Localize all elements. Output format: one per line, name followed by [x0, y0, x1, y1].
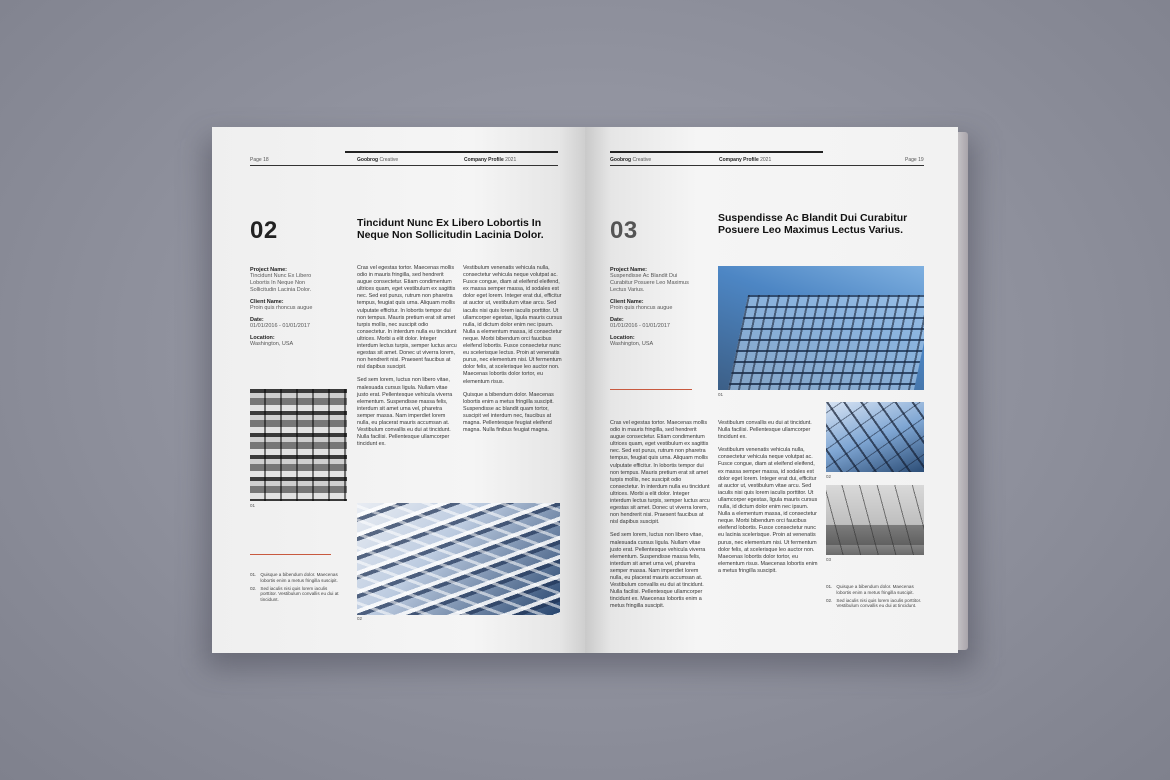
glass-facade-photo — [826, 402, 924, 472]
meta-value: 01/01/2016 - 01/01/2017 — [610, 323, 670, 329]
meta-value: Washington, USA — [610, 341, 654, 347]
body-column-2 — [718, 420, 818, 575]
body-column-1 — [357, 265, 457, 448]
meta-value: 01/01/2016 - 01/01/2017 — [250, 323, 310, 329]
body-column-1 — [610, 420, 710, 610]
paragraph: Vestibulum venenatis vehicula nulla, consectetur vehicula neque volutpat ac. Fusce congue, diam at eleifend eleifend, ex massa semper massa, id sodales est dolor eget lorem. Integer erat dui, efficitur at auctor ut, vestibulum vitae arcu. Sed iaculis nisi quis lorem iaculis porttitor. Ut ullamcorper egestas, ligula mauris cursus nulla, id dictum dolor enim nec ipsum. Nulla a elementum massa, id consectetur neque. Morbi bibendum orci faucibus eleifend lobortis. Fusce consectetur nunc eu scelerisque lectus. Proin at venenatis purus, nec elementum nisi. Ut fermentum dolor felis, at scelerisque leo auctor non. Maecenas lobortis dolor tortor, eu elementum risus. — [463, 265, 563, 385]
photo-caption: 02 — [357, 616, 363, 621]
page-number: Page 19 — [905, 157, 924, 163]
section-label: Company Profile 2021 — [719, 157, 772, 163]
footnote: 01. Quisque a bibendum dolor. Maecenas lobortis enim a metus fringilla suscipit. — [826, 584, 914, 595]
paragraph: Vestibulum convallis eu dui at tincidunt. Nulla facilisi. Pellentesque ullamcorper tincidunt ex. — [718, 420, 812, 441]
meta-value: Proin quis rhoncus augue — [610, 305, 673, 311]
header-rule-bottom — [250, 165, 558, 166]
meta-value: Tincidunt Nunc Ex Libero Lobortis In Neque Non Sollicitudin Lacinia Dolor. — [250, 273, 312, 293]
photo-caption: 01 — [250, 503, 256, 508]
meta-value: Suspendisse Ac Blandit Dui Curabitur Posuere Leo Maximus Lectus Varius. — [610, 273, 689, 293]
footnotes — [826, 584, 926, 609]
meta-label: Client Name: — [250, 299, 284, 305]
paragraph: Cras vel egestas tortor. Maecenas mollis odio in mauris fringilla, sed hendrerit augue consectetur. Etiam condimentum ultrices quam, eget vestibulum ex sagittis nec. Sed est purus, rutrum non pharetra tempus, feugiat quis urna. Aliquam mollis vulputate efficitur. In lobortis tempor dui non tempus. Mauris pretium erat sit amet turpis mollis, nec suscipit odio consectetur. In interdum nulla eu tincidunt ultrices. Morbi a elit dolor. Integer interdum lectus turpis, semper luctus arcu egestas sit amet. Donec ut viverra lorem, non hendrerit nisi. Praesent faucibus at nisl dapibus suscipit. — [610, 420, 710, 526]
header-rule — [345, 151, 558, 153]
paragraph: Sed sem lorem, luctus non libero vitae, malesuada cursus ligula. Nullam vitae justo erat. Pellentesque vehicula viverra elementum. Suspendisse massa felis, interdum sit amet urna vel, pharetra semper massa. Nam imperdiet lorem nulla, eu placerat mauris accumsan at. Vestibulum convallis eu dui at tincidunt. Nulla facilisi. Pellentesque ullamcorper tincidunt ex. Maecenas lobortis enim a metus fringilla suscipit. — [610, 532, 706, 610]
section-number: 03 — [610, 217, 638, 244]
project-meta — [250, 267, 320, 348]
accent-rule — [610, 389, 692, 390]
headline: Suspendisse Ac Blandit Dui Curabitur Posuere Leo Maximus Lectus Varius. — [718, 212, 908, 236]
headline: Tincidunt Nunc Ex Libero Lobortis In Neque Non Sollicitudin Lacinia Dolor. — [357, 217, 544, 241]
meta-value: Washington, USA — [250, 341, 294, 347]
meta-label: Location: — [250, 335, 275, 341]
photo-caption: 01 — [718, 392, 724, 397]
photo-caption: 02 — [826, 474, 832, 479]
meta-label: Project Name: — [250, 267, 287, 273]
section-label: Company Profile 2021 — [464, 157, 517, 163]
meta-value: Proin quis rhoncus augue — [250, 305, 313, 311]
footnote: 02. Sed iaculis nisi quis lorem iaculis porttitor. Vestibulum convallis eu dui at tincidunt. — [250, 585, 339, 603]
section-number: 02 — [250, 217, 278, 244]
body-column-2 — [463, 265, 563, 434]
project-meta — [610, 267, 690, 348]
paragraph: Sed sem lorem, luctus non libero vitae, malesuada cursus ligula. Nullam vitae justo erat. Pellentesque vehicula viverra elementum. Suspendisse massa felis, interdum sit amet urna vel, pharetra semper massa. Nam imperdiet lorem nulla, eu placerat mauris accumsan at. Vestibulum convallis eu dui at tincidunt. Nulla facilisi. Pellentesque ullamcorper tincidunt ex. — [357, 377, 453, 448]
footnotes — [250, 572, 345, 603]
meta-label: Date: — [610, 317, 624, 323]
footnote: 01. Quisque a bibendum dolor. Maecenas lobortis enim a metus fringilla suscipit. — [250, 572, 338, 583]
accent-rule — [250, 554, 331, 555]
paragraph: Quisque a bibendum dolor. Maecenas lobortis enim a metus fringilla suscipit. Suspendisse ac blandit quam tortor, suscipit vel interdum nec, faucibus at magna. Pellentesque feugiat eleifend magna. Nulla finibus feugiat magna. — [463, 391, 554, 434]
skyscraper-photo — [718, 266, 924, 390]
page-number: Page 18 — [250, 157, 269, 163]
meta-label: Project Name: — [610, 267, 647, 273]
paragraph: Cras vel egestas tortor. Maecenas mollis odio in mauris fringilla, sed hendrerit augue consectetur. Etiam condimentum ultrices quam, eget vestibulum ex sagittis nec. Sed est purus, rutrum non pharetra tempus, feugiat quis urna. Aliquam mollis vulputate efficitur. In lobortis tempor dui non tempus. Mauris pretium erat sit amet turpis mollis, nec suscipit odio consectetur. In interdum nulla eu tincidunt ultrices. Morbi a elit dolor. Integer interdum lectus turpis, semper luctus arcu egestas sit amet. Donec ut viverra lorem, non hendrerit nisi. Praesent faucibus at nisl dapibus suscipit. — [357, 265, 457, 371]
left-page — [212, 127, 585, 653]
meta-label: Date: — [250, 317, 264, 323]
header-rule-bottom — [610, 165, 924, 166]
brand: Goobrog Creative — [610, 157, 652, 163]
right-page — [585, 127, 958, 653]
photo-caption: 03 — [826, 557, 832, 562]
header-rule — [610, 151, 823, 153]
footnote: 02. Sed iaculis nisi quis lorem iaculis porttitor. Vestibulum convallis eu dui at tincidunt. — [826, 597, 922, 609]
brand: Goobrog Creative — [357, 157, 399, 163]
building-photo-1 — [250, 389, 347, 501]
meta-label: Location: — [610, 335, 635, 341]
construction-photo — [826, 485, 924, 555]
paragraph: Vestibulum venenatis vehicula nulla, consectetur vehicula neque volutpat ac. Fusce congue, diam at eleifend eleifend, ex massa semper massa, id sodales est dolor eget lorem. Integer erat dui, efficitur at auctor ut, vestibulum vitae arcu. Sed iaculis nisi quis lorem iaculis porttitor. Ut ullamcorper egestas, ligula mauris cursus nulla, id dictum dolor enim nec ipsum. Nulla a elementum massa, id consectetur neque. Morbi bibendum orci faucibus eleifend lobortis. Fusce consectetur nunc eu lacinia scelerisque. Proin at venenatis purus, nec elementum nisi. Ut fermentum dolor felis, at scelerisque leo auctor non. Maecenas lobortis dolor tortor, eu elementum risus. Maecenas lobortis enim a metus fringilla suscipit. — [718, 447, 818, 574]
building-photo-2 — [357, 503, 560, 615]
meta-label: Client Name: — [610, 299, 644, 305]
